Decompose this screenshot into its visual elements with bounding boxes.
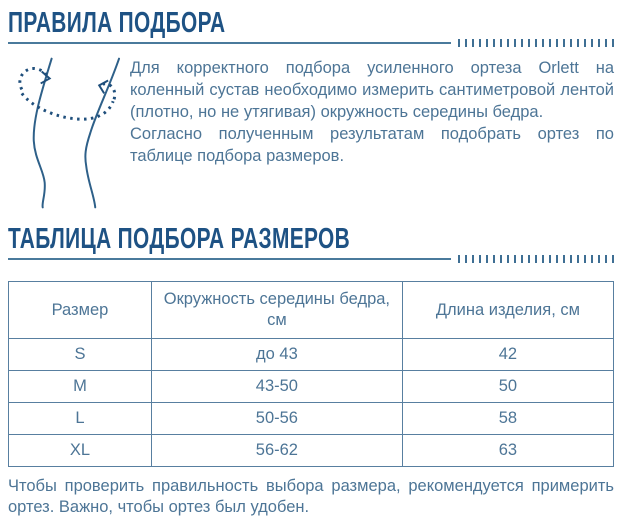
cell-circumference-l: 50-56 (151, 403, 402, 435)
knee-measurement-illustration (8, 57, 122, 209)
cell-circumference-s: до 43 (151, 339, 402, 371)
column-header-circumference: Окружность середины бедра, см (151, 282, 402, 339)
table-row (9, 435, 614, 467)
cell-circumference-xl: 56-62 (151, 435, 402, 467)
tick-marks (458, 39, 614, 47)
cell-length-m: 50 (402, 371, 613, 403)
leg-back-line (85, 59, 119, 208)
cell-length-l: 58 (402, 403, 613, 435)
column-header-length: Длина изделия, см (402, 282, 613, 339)
cell-size-xl: XL (9, 435, 152, 467)
table-row (9, 339, 614, 371)
intro-paragraph-1: Для корректного подбора усиленного ортеза Orlett на коленный сустав необходимо измерить сантиметровой лентой (плотно, но не утягивая) окружность середины бедра. (130, 59, 614, 121)
table-row (9, 371, 614, 403)
section-title-size-table-text: ТАБЛИЦА ПОДБОРА РАЗМЕРОВ (8, 223, 351, 255)
leg-front-line (34, 59, 52, 208)
divider-line (8, 42, 451, 44)
table-row (9, 403, 614, 435)
cell-size-l: L (9, 403, 152, 435)
cell-length-xl: 63 (402, 435, 613, 467)
divider-line-2 (8, 258, 451, 260)
footer-note: Чтобы проверить правильность выбора размера, рекомендуется примерить ортез. Важно, чтобы ортез был удобен. (8, 477, 614, 516)
section-rules (8, 6, 614, 209)
section-title-size-table (8, 222, 614, 255)
cell-length-s: 42 (402, 339, 613, 371)
heading-divider-2 (8, 255, 614, 263)
column-header-size: Размер (9, 282, 152, 339)
cell-size-m: M (9, 371, 152, 403)
section-title-rules (8, 6, 614, 39)
intro-text (130, 57, 614, 209)
intro-paragraph-2: Согласно полученным результатам подобрать ортез по таблице подбора размеров. (130, 125, 614, 165)
tick-marks-2 (458, 255, 614, 263)
section-size-table (8, 222, 614, 467)
table-header-row (9, 282, 614, 339)
heading-divider (8, 39, 614, 47)
cell-circumference-m: 43-50 (151, 371, 402, 403)
cell-size-s: S (9, 339, 152, 371)
section-title-rules-text: ПРАВИЛА ПОДБОРА (8, 7, 226, 39)
intro-block (8, 57, 614, 209)
size-table (8, 281, 614, 467)
